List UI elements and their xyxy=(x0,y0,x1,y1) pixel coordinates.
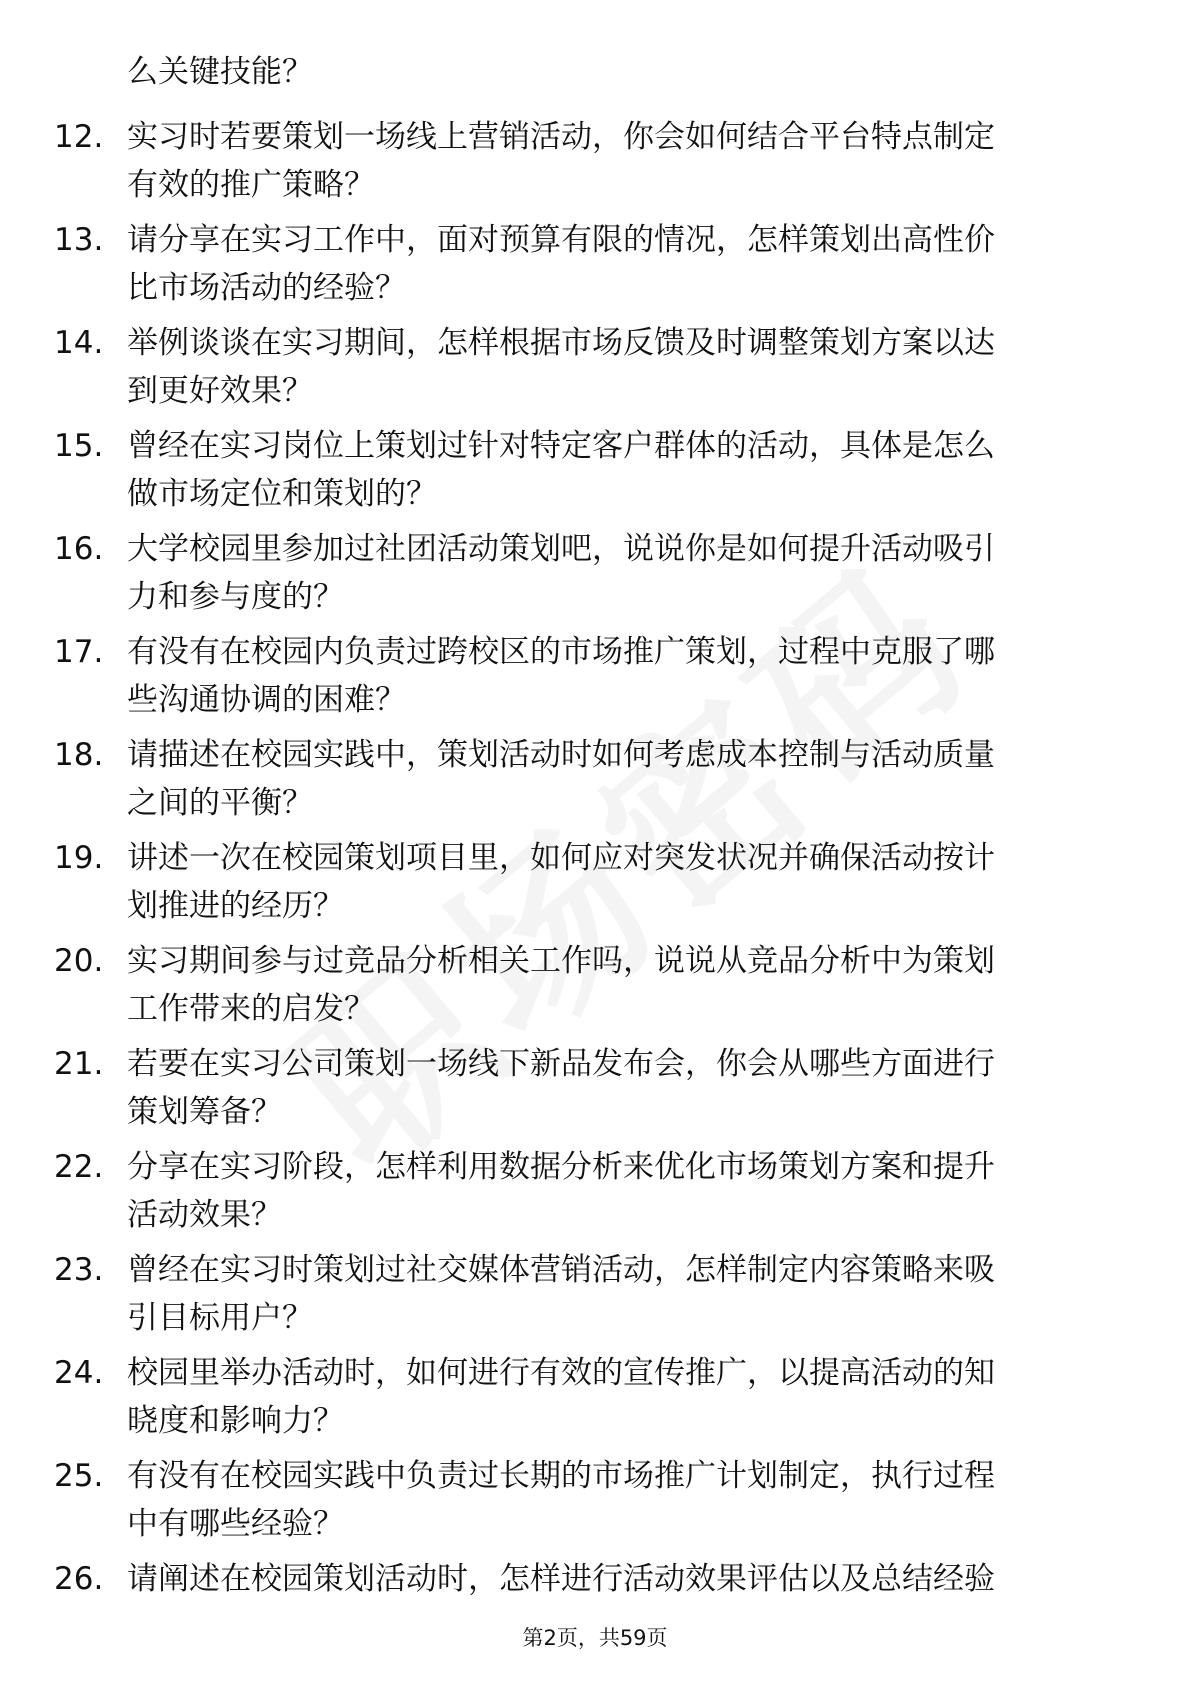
question-item xyxy=(0,216,1190,313)
question-number: 17. xyxy=(54,634,104,670)
question-text: 曾经在实习岗位上策划过针对特定客户群体的活动，具体是怎么 做市场定位和策划的？ xyxy=(127,428,995,512)
question-item xyxy=(0,937,1190,1034)
question-text: 分享在实习阶段，怎样利用数据分析来优化市场策划方案和提升 活动效果？ xyxy=(127,1149,995,1233)
question-number: 23. xyxy=(54,1252,104,1288)
question-text: 有没有在校园实践中负责过长期的市场推广计划制定，执行过程 中有哪些经验？ xyxy=(127,1458,995,1542)
question-item xyxy=(0,1143,1190,1240)
question-text: 大学校园里参加过社团活动策划吧，说说你是如何提升活动吸引 力和参与度的？ xyxy=(127,531,995,615)
question-item xyxy=(0,628,1190,725)
question-number: 20. xyxy=(54,943,104,979)
question-number: 26. xyxy=(54,1561,104,1597)
question-item xyxy=(0,525,1190,622)
question-text: 请描述在校园实践中，策划活动时如何考虑成本控制与活动质量 之间的平衡？ xyxy=(127,737,995,821)
question-number: 21. xyxy=(54,1046,104,1082)
question-text: 曾经在实习时策划过社交媒体营销活动，怎样制定内容策略来吸 引目标用户？ xyxy=(127,1252,995,1336)
question-number: 12. xyxy=(54,119,104,155)
question-text: 实习期间参与过竞品分析相关工作吗，说说从竞品分析中为策划 工作带来的启发？ xyxy=(127,943,995,1027)
question-number: 16. xyxy=(54,531,104,567)
question-item xyxy=(0,422,1190,519)
question-item xyxy=(0,319,1190,416)
question-item xyxy=(0,834,1190,931)
question-text: 实习时若要策划一场线上营销活动，你会如何结合平台特点制定 有效的推广策略？ xyxy=(127,119,995,203)
question-text: 校园里举办活动时，如何进行有效的宣传推广，以提高活动的知 晓度和影响力？ xyxy=(127,1355,995,1439)
question-item xyxy=(0,1452,1190,1549)
question-number: 14. xyxy=(54,325,104,361)
question-number: 18. xyxy=(54,737,104,773)
question-item xyxy=(0,113,1190,210)
page-footer: 第2页，共59页 xyxy=(522,1626,668,1650)
question-text: 请分享在实习工作中，面对预算有限的情况，怎样策划出高性价 比市场活动的经验？ xyxy=(127,222,995,306)
question-number: 15. xyxy=(54,428,104,464)
question-text: 请阐述在校园策划活动时，怎样进行活动效果评估以及总结经验 xyxy=(127,1561,995,1597)
continuation-text: 么关键技能？ xyxy=(127,54,313,90)
question-text: 讲述一次在校园策划项目里，如何应对突发状况并确保活动按计 划推进的经历？ xyxy=(127,840,995,924)
question-item xyxy=(0,1246,1190,1343)
question-list xyxy=(0,113,1190,1658)
question-text: 有没有在校园内负责过跨校区的市场推广策划，过程中克服了哪 些沟通协调的困难？ xyxy=(127,634,995,718)
question-item xyxy=(0,731,1190,828)
question-text: 举例谈谈在实习期间，怎样根据市场反馈及时调整策划方案以达 到更好效果？ xyxy=(127,325,995,409)
question-number: 24. xyxy=(54,1355,104,1391)
question-item xyxy=(0,1349,1190,1446)
question-number: 22. xyxy=(54,1149,104,1185)
question-text: 若要在实习公司策划一场线下新品发布会，你会从哪些方面进行 策划筹备？ xyxy=(127,1046,995,1130)
question-item xyxy=(0,1040,1190,1137)
question-number: 19. xyxy=(54,840,104,876)
question-number: 13. xyxy=(54,222,104,258)
question-number: 25. xyxy=(54,1458,104,1494)
